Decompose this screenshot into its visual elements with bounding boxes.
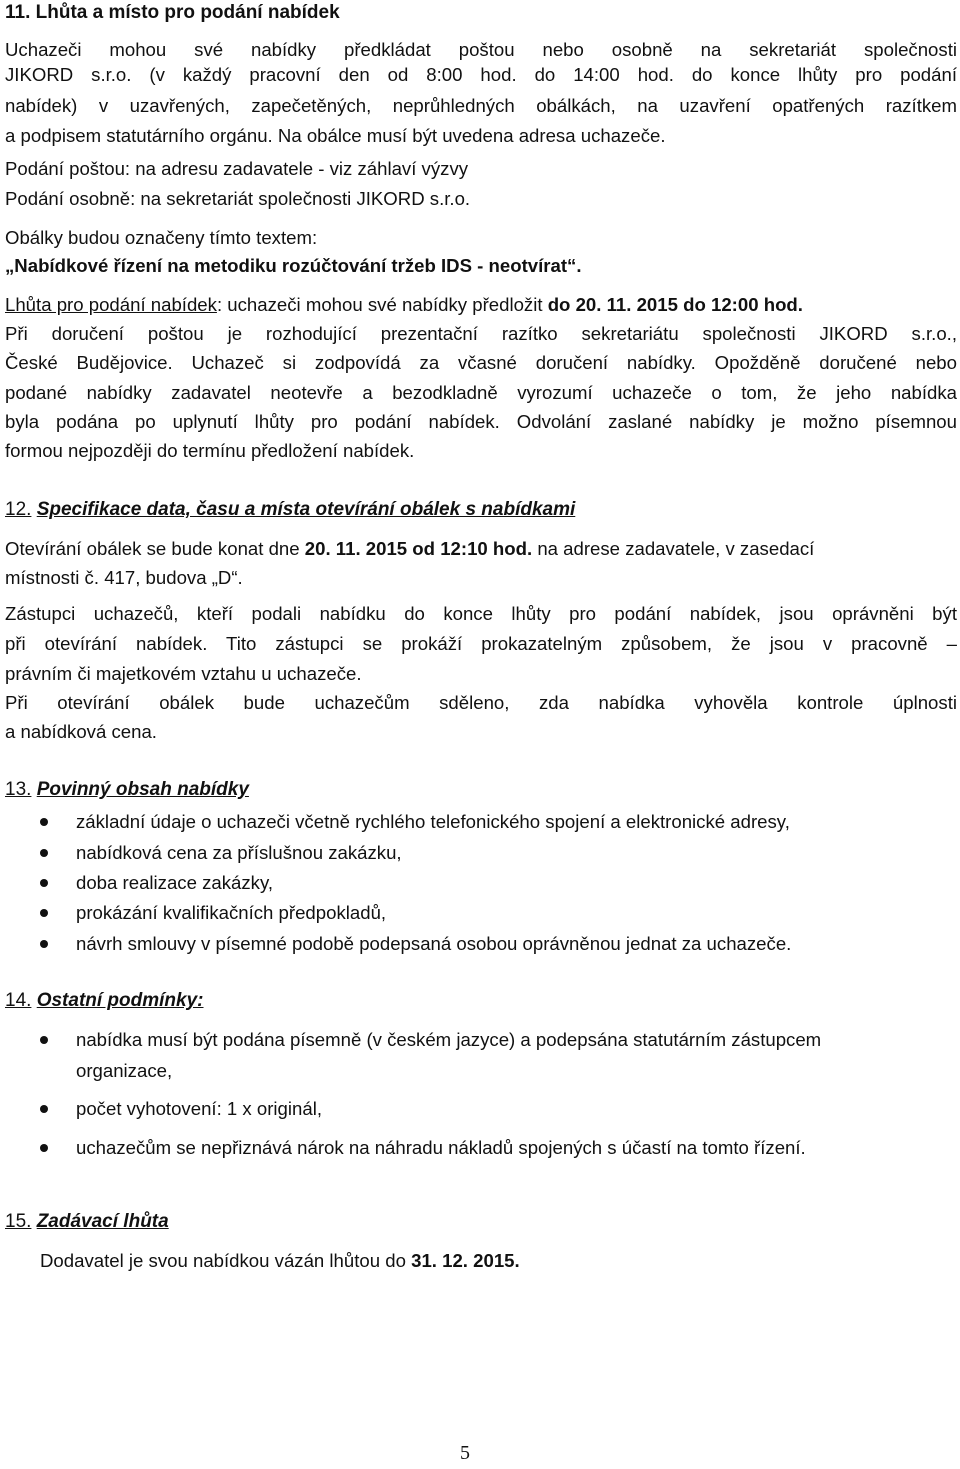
- list-item: základní údaje o uchazeči včetně rychlého telefonického spojení a elektronické adresy,: [40, 807, 955, 837]
- bullet-icon: [40, 940, 48, 948]
- deadline-value: do 20. 11. 2015 do 12:00 hod.: [547, 294, 803, 315]
- s11-para1-line2: JIKORD s.r.o. (v každý pracovní den od 8:00 hod. do 14:00 hod. do konce lhůty pro podání: [5, 64, 957, 85]
- bullet-icon: [40, 818, 48, 826]
- list-item: návrh smlouvy v písemné podobě podepsaná osobou oprávněnou jednat za uchazeče.: [40, 929, 955, 959]
- s11-envelope-text: „Nabídkové řízení na metodiku rozúčtování tržeb IDS - neotvírat“.: [5, 255, 582, 276]
- s12-open-line1: Otevírání obálek se bude konat dne 20. 11. 2015 od 12:10 hod. na adrese zadavatele, v zasedací: [5, 538, 815, 559]
- section-15-title: Zadávací lhůta: [36, 1211, 169, 1232]
- opening-date: 20. 11. 2015 od 12:10 hod.: [304, 538, 533, 559]
- s11-post-line: Podání poštou: na adresu zadavatele - viz záhlaví výzvy: [5, 158, 469, 179]
- bullet-icon: [40, 879, 48, 887]
- section-14-heading: 14. Ostatní podmínky:: [5, 990, 204, 1011]
- s11-para2-line4: byla podána po uplynutí lhůty pro podání nabídek. Odvolání zaslané nabídky je možno písemnou: [5, 411, 957, 432]
- deadline-label: Lhůta pro podání nabídek: [5, 294, 217, 315]
- list-item: prokázání kvalifikačních předpokladů,: [40, 898, 955, 928]
- binding-date: 31. 12. 2015.: [411, 1250, 520, 1271]
- s11-para1-line1: Uchazeči mohou své nabídky předkládat poštou nebo osobně na sekretariát společnosti: [5, 39, 957, 60]
- s11-para2-line1: Při doručení poštou je rozhodující prezentační razítko sekretariátu společnosti JIKORD s.r.o.,: [5, 323, 957, 344]
- list-item: nabídka musí být podána písemně (v českém jazyce) a podepsána statutárním zástupcem organizace,: [40, 1025, 955, 1085]
- s11-para1-line3: nabídek) v uzavřených, zapečetěných, neprůhledných obálkách, na uzavření opatřených razítkem: [5, 95, 957, 116]
- s11-para2-line2: České Budějovice. Uchazeč si zodpovídá za včasné doručení nabídky. Opožděně doručené nebo: [5, 352, 957, 373]
- s11-para2-line3: podané nabídky zadavatel neotevře a bezodkladně vyrozumí uchazeče o tom, že jeho nabídka: [5, 382, 957, 403]
- section-14-title: Ostatní podmínky:: [36, 990, 204, 1011]
- page-number: 5: [460, 1442, 470, 1464]
- s12-open-line2: místnosti č. 417, budova „D“.: [5, 567, 243, 588]
- list-item: doba realizace zakázky,: [40, 868, 955, 898]
- s11-person-line: Podání osobně: na sekretariát společnosti JIKORD s.r.o.: [5, 188, 471, 209]
- s11-deadline-line: Lhůta pro podání nabídek: uchazeči mohou své nabídky předložit do 20. 11. 2015 do 12:00 hod.: [5, 294, 803, 315]
- s11-envelope-label: Obálky budou označeny tímto textem:: [5, 227, 318, 248]
- s11-para2-line5: formou nejpozději do termínu předložení nabídek.: [5, 440, 415, 461]
- bullet-icon: [40, 1105, 48, 1113]
- bullet-icon: [40, 1144, 48, 1152]
- s12-reps-line3: právním či majetkovém vztahu u uchazeče.: [5, 663, 362, 684]
- list-item: uchazečům se nepřiznává nárok na náhradu nákladů spojených s účastí na tomto řízení.: [40, 1133, 955, 1163]
- s12-reps-line2: při otevírání nabídek. Tito zástupci se prokáží prokazatelným způsobem, že jsou v pracovně –: [5, 633, 957, 654]
- list-item: počet vyhotovení: 1 x originál,: [40, 1094, 955, 1124]
- list-item: nabídková cena za příslušnou zakázku,: [40, 838, 955, 868]
- s12-announce-line1: Při otevírání obálek bude uchazečům sděleno, zda nabídka vyhověla kontrole úplnosti: [5, 692, 957, 713]
- section-13-heading: 13. Povinný obsah nabídky: [5, 779, 249, 800]
- section-12-title: Specifikace data, času a místa otevírání obálek s nabídkami: [36, 499, 576, 520]
- s15-text: Dodavatel je svou nabídkou vázán lhůtou do 31. 12. 2015.: [40, 1250, 520, 1271]
- section-13-title: Povinný obsah nabídky: [36, 779, 249, 800]
- s11-para1-line4: a podpisem statutárního orgánu. Na obálce musí být uvedena adresa uchazeče.: [5, 125, 666, 146]
- section-15-heading: 15. Zadávací lhůta: [5, 1211, 169, 1232]
- s12-reps-line1: Zástupci uchazečů, kteří podali nabídku do konce lhůty pro podání nabídek, jsou oprávněni být: [5, 603, 957, 624]
- s12-announce-line2: a nabídková cena.: [5, 721, 157, 742]
- section-12-heading: 12. Specifikace data, času a místa otevírání obálek s nabídkami: [5, 499, 576, 520]
- bullet-icon: [40, 909, 48, 917]
- bullet-icon: [40, 849, 48, 857]
- bullet-icon: [40, 1036, 48, 1044]
- section-11-heading: 11. Lhůta a místo pro podání nabídek: [5, 2, 340, 23]
